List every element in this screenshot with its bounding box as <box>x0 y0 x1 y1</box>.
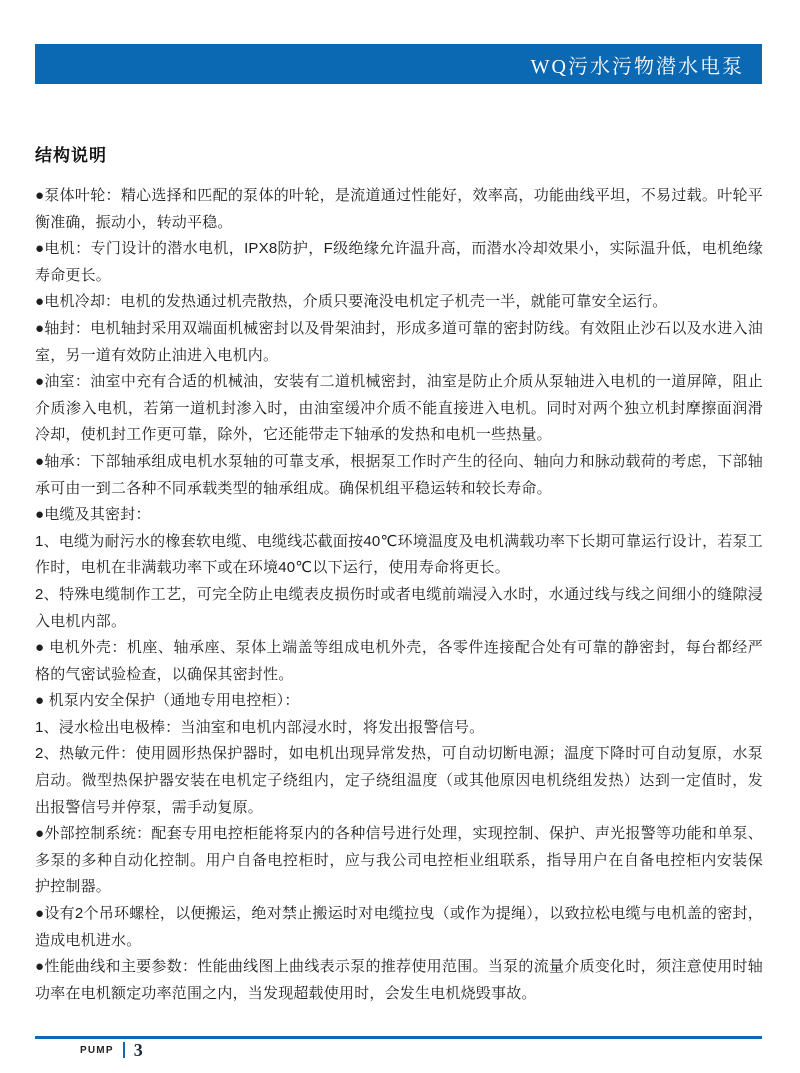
header-title: WQ污水污物潜水电泵 <box>530 55 744 78</box>
paragraph: ●轴封：电机轴封采用双端面机械密封以及骨架油封，形成多道可靠的密封防线。有效阻止沙石以及水进入油室，另一道有效防止油进入电机内。 <box>35 319 763 364</box>
paragraph: ● 机泵内安全保护（通地专用电控柜）： <box>35 692 300 710</box>
paragraph: ●外部控制系统：配套专用电控柜能将泵内的各种信号进行处理，实现控制、保护、声光报警等功能和单泵、多泵的多种自动化控制。用户自备电控柜时，应与我公司电控柜业组联系，指导用户在自备电控柜内安装保护控制器。 <box>35 825 763 896</box>
paragraph: 1、电缆为耐污水的橡套软电缆、电缆线芯截面按40℃环境温度及电机满载功率下长期可靠运行设计，若泵工作时，电机在非满载功率下或在环境40℃以下运行，使用寿命将更长。 <box>35 532 763 577</box>
footer-separator-bar <box>123 1042 125 1058</box>
paragraph: ●电机：专门设计的潜水电机，IPX8防护，F级绝缘允许温升高，而潜水冷却效果小，实际温升低，电机绝缘寿命更长。 <box>35 240 763 284</box>
paragraph: ●性能曲线和主要参数：性能曲线图上曲线表示泵的推荐使用范围。当泵的流量介质变化时，须注意使用时轴功率在电机额定功率范围之内，当发现超载使用时，会发生电机烧毁事故。 <box>35 958 763 1002</box>
paragraph: ●轴承：下部轴承组成电机水泵轴的可靠支承，根据泵工作时产生的径向、轴向力和脉动载荷的考虑，下部轴承可由一到二各种不同承载类型的轴承组成。确保机组平稳运转和较长寿命。 <box>35 452 763 497</box>
page-number: 3 <box>133 1039 143 1060</box>
paragraph-list <box>35 183 763 1007</box>
section-title: 结构说明 <box>35 146 107 165</box>
main-content <box>35 141 763 1007</box>
header-band <box>35 44 762 84</box>
paragraph: 2、特殊电缆制作工艺，可完全防止电缆表皮损伤时或者电缆前端浸入水时，水通过线与线之间细小的缝隙浸入电机内部。 <box>35 585 763 630</box>
paragraph: ●设有2个吊环螺栓，以便搬运，绝对禁止搬运时对电缆拉曳（或作为提绳），以致拉松电缆与电机盖的密封，造成电机进水。 <box>35 905 763 949</box>
footer-brand: PUMP <box>80 1044 114 1056</box>
paragraph: ●泵体叶轮：精心选择和匹配的泵体的叶轮，是流道通过性能好，效率高，功能曲线平坦，不易过载。叶轮平衡准确，振动小，转动平稳。 <box>35 187 763 231</box>
paragraph: ●油室：油室中充有合适的机械油，安装有二道机械密封，油室是防止介质从泵轴进入电机的一道屏障，阻止介质渗入电机，若第一道机封渗入时，由油室缓冲介质不能直接进入电机。同时对两个独立机封摩擦面润滑冷却，使机封工作更可靠，除外，它还能带走下轴承的发热和电机一些热量。 <box>35 373 763 444</box>
paragraph: ● 电机外壳：机座、轴承座、泵体上端盖等组成电机外壳，各零件连接配合处有可靠的静密封，每台都经严格的气密试验检查，以确保其密封性。 <box>35 639 763 683</box>
paragraph: ●电缆及其密封： <box>35 506 151 524</box>
footer-divider-line <box>35 1036 762 1039</box>
footer <box>80 1041 143 1059</box>
paragraph: 1、浸水检出电极棒：当油室和电机内部浸水时，将发出报警信号。 <box>35 718 485 736</box>
paragraph: 2、热敏元件：使用圆形热保护器时，如电机出现异常发热，可自动切断电源；温度下降时可自动复原，水泵启动。微型热保护器安装在电机定子绕组内，定子绕组温度（或其他原因电机绕组发热）达到一定值时，发出报警信号并停泵，需手动复原。 <box>35 745 763 816</box>
paragraph: ●电机冷却：电机的发热通过机壳散热，介质只要淹没电机定子机壳一半，就能可靠安全运行。 <box>35 293 668 311</box>
